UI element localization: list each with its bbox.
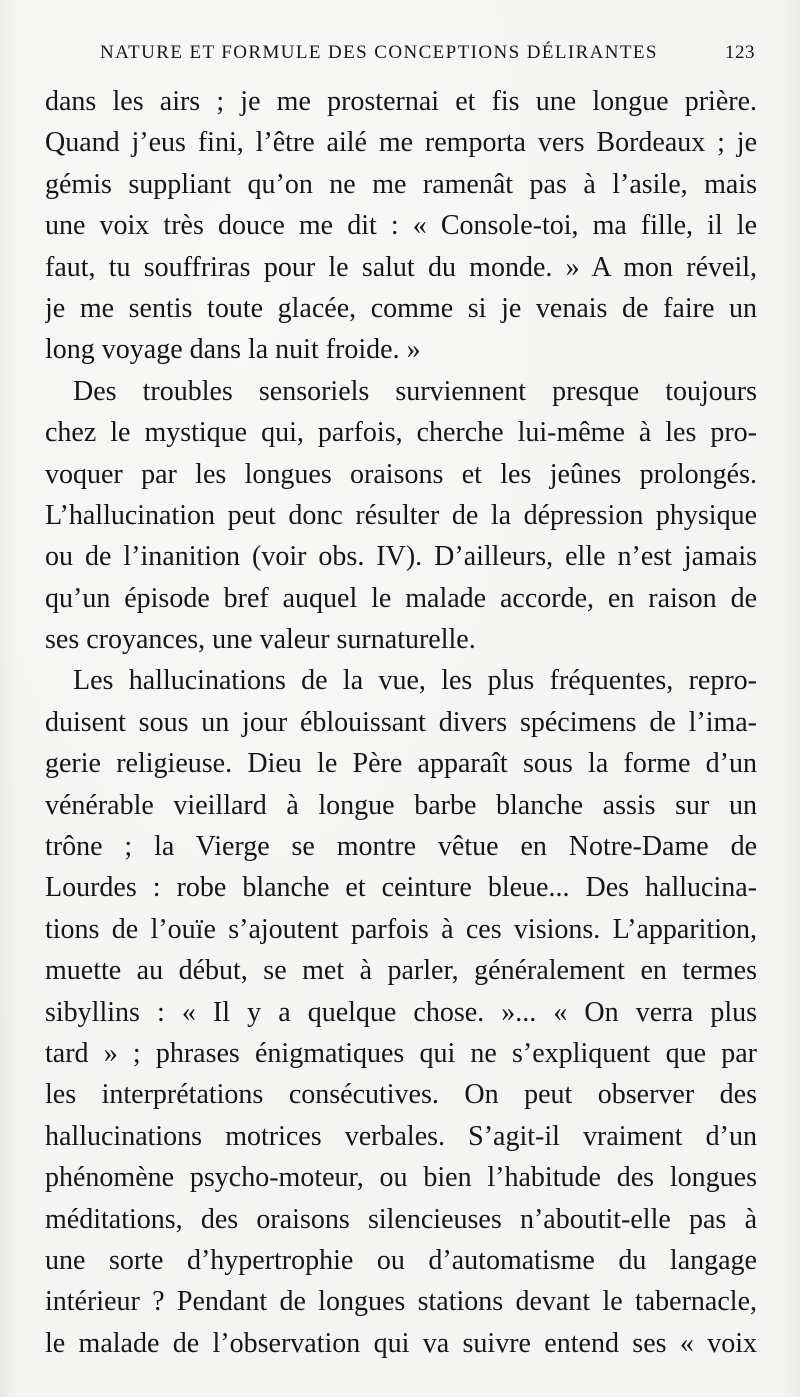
text-line: je me sentis toute glacée, comme si je venais de faire un xyxy=(45,292,757,324)
text-line: le malade de l’observation qui va suivre entend ses « voix xyxy=(45,1327,757,1359)
text-line: Les hallucinations de la vue, les plus fréquentes, repro- xyxy=(73,665,757,697)
text-line: Lourdes : robe blanche et ceinture bleue... Des hallucina- xyxy=(45,872,757,904)
text-line: L’hallucination peut donc résulter de la dépression physique xyxy=(45,499,757,531)
text-line: voquer par les longues oraisons et les jeûnes prolongés. xyxy=(45,458,757,490)
text-line: vénérable vieillard à longue barbe blanche assis sur un xyxy=(45,789,757,821)
text-line: méditations, des oraisons silencieuses n’aboutit-elle pas à xyxy=(45,1203,757,1235)
text-line: tard » ; phrases énigmatiques qui ne s’expliquent que par xyxy=(45,1037,757,1069)
text-line: une sorte d’hypertrophie ou d’automatisme du langage xyxy=(45,1244,757,1276)
text-line: muette au début, se met à parler, généralement en termes xyxy=(45,955,757,987)
running-head xyxy=(100,38,755,68)
text-line: Quand j’eus fini, l’être ailé me remporta vers Bordeaux ; je xyxy=(45,127,757,159)
text-line: qu’un épisode bref auquel le malade accorde, en raison de xyxy=(45,582,757,614)
text-line: ou de l’inanition (voir obs. IV). D’ailleurs, elle n’est jamais xyxy=(45,541,757,573)
text-line: Des troubles sensoriels surviennent presque toujours xyxy=(73,375,757,407)
text-line: une voix très douce me dit : « Console-toi, ma fille, il le xyxy=(45,210,757,242)
text-line: duisent sous un jour éblouissant divers spécimens de l’ima- xyxy=(45,706,757,738)
text-line: sibyllins : « Il y a quelque chose. »... « On verra plus xyxy=(45,996,757,1028)
text-line: phénomène psycho-moteur, ou bien l’habitude des longues xyxy=(45,1162,757,1194)
text-line: long voyage dans la nuit froide. » xyxy=(45,334,421,366)
text-line: trône ; la Vierge se montre vêtue en Notre-Dame de xyxy=(45,831,757,863)
text-line: ses croyances, une valeur surnaturelle. xyxy=(45,624,476,656)
text-line: intérieur ? Pendant de longues stations devant le tabernacle, xyxy=(45,1286,757,1318)
page-number: 123 xyxy=(725,42,755,63)
text-line: tions de l’ouïe s’ajoutent parfois à ces visions. L’apparition, xyxy=(45,913,757,945)
text-line: chez le mystique qui, parfois, cherche lui-même à les pro- xyxy=(45,417,757,449)
text-line: les interprétations consécutives. On peut observer des xyxy=(45,1079,757,1111)
running-title: NATURE ET FORMULE DES CONCEPTIONS DÉLIRANTES xyxy=(100,42,658,63)
text-line: faut, tu souffriras pour le salut du monde. » A mon réveil, xyxy=(45,251,757,283)
text-line: gerie religieuse. Dieu le Père apparaît sous la forme d’un xyxy=(45,748,757,780)
text-line: gémis suppliant qu’on ne me ramenât pas à l’asile, mais xyxy=(45,168,757,200)
text-line: hallucinations motrices verbales. S’agit-il vraiment d’un xyxy=(45,1120,757,1152)
body-text xyxy=(45,81,757,1364)
text-line: dans les airs ; je me prosternai et fis une longue prière. xyxy=(45,86,757,117)
